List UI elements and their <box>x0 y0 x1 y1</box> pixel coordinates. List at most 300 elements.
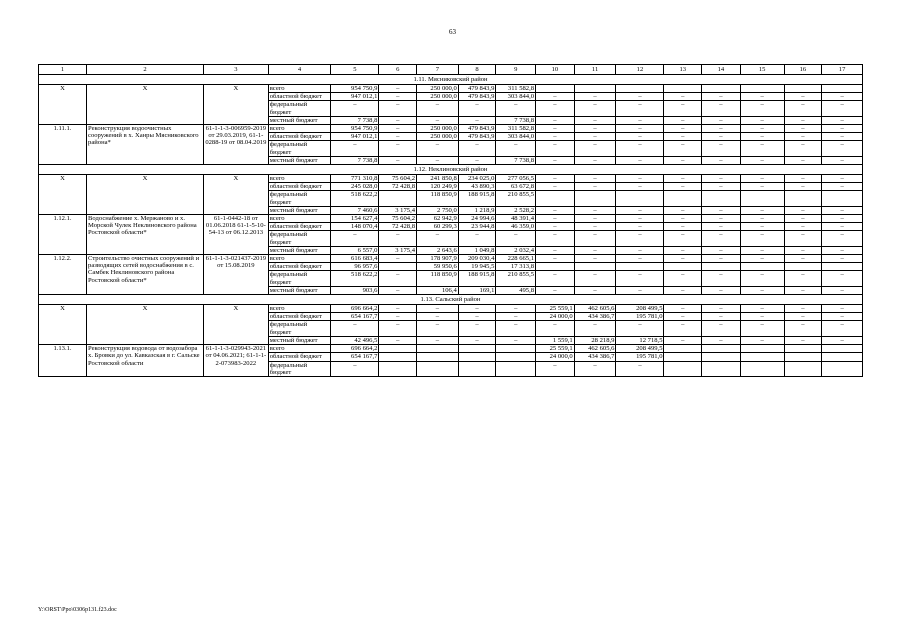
value-cell: 771 310,8 <box>331 175 379 183</box>
value-cell: – <box>740 215 784 223</box>
value-cell: – <box>702 141 741 156</box>
item-name: Водоснабжение х. Мержаново и х. Морской Чулек Неклиновского района Ростовской области* <box>87 215 204 255</box>
value-cell: 154 627,4 <box>331 215 379 223</box>
value-cell: – <box>664 183 702 191</box>
value-cell <box>702 361 741 376</box>
value-cell: – <box>417 313 459 321</box>
value-cell: – <box>664 116 702 124</box>
value-cell <box>379 361 417 376</box>
value-cell: 654 167,7 <box>331 313 379 321</box>
table-row <box>39 345 863 353</box>
value-cell <box>379 263 417 271</box>
value-cell: – <box>574 116 616 124</box>
value-cell: – <box>331 321 379 336</box>
funding-source: местный бюджет <box>268 116 331 124</box>
value-cell: 208 499,5 <box>616 345 664 353</box>
funding-source: всего <box>268 345 331 353</box>
value-cell: – <box>740 223 784 231</box>
value-cell: 518 622,2 <box>331 271 379 286</box>
value-cell: – <box>702 116 741 124</box>
value-cell: – <box>574 286 616 294</box>
value-cell <box>536 85 575 93</box>
funding-source: федеральный бюджет <box>268 191 331 206</box>
value-cell <box>822 191 863 206</box>
budget-table <box>38 64 863 377</box>
value-cell: – <box>616 255 664 263</box>
header-cell: 4 <box>268 65 331 75</box>
value-cell: 311 582,8 <box>496 85 536 93</box>
value-cell: – <box>458 336 496 344</box>
value-cell: – <box>740 156 784 164</box>
value-cell: 75 604,2 <box>379 175 417 183</box>
value-cell: – <box>536 215 575 223</box>
value-cell <box>822 353 863 361</box>
value-cell: – <box>458 116 496 124</box>
value-cell: – <box>702 156 741 164</box>
value-cell <box>784 191 822 206</box>
value-cell: 954 750,9 <box>331 85 379 93</box>
value-cell: – <box>536 183 575 191</box>
value-cell: 17 313,8 <box>496 263 536 271</box>
value-cell: – <box>379 336 417 344</box>
funding-source: местный бюджет <box>268 336 331 344</box>
value-cell: – <box>331 231 379 246</box>
value-cell: – <box>496 305 536 313</box>
value-cell: – <box>458 305 496 313</box>
header-cell: 16 <box>784 65 822 75</box>
value-cell: – <box>784 223 822 231</box>
value-cell: 75 604,2 <box>379 215 417 223</box>
value-cell: – <box>784 101 822 116</box>
value-cell: 210 855,5 <box>496 191 536 206</box>
item-document: 61-1-1-3-021437-2019 от 15.08.2019 <box>203 255 268 295</box>
value-cell: – <box>702 183 741 191</box>
value-cell <box>822 263 863 271</box>
value-cell: – <box>616 141 664 156</box>
value-cell: – <box>536 141 575 156</box>
table-row <box>39 125 863 133</box>
value-cell: – <box>616 246 664 254</box>
value-cell: – <box>822 246 863 254</box>
value-cell: – <box>417 116 459 124</box>
value-cell: 2 528,2 <box>496 206 536 214</box>
value-cell: – <box>740 175 784 183</box>
header-cell: 2 <box>87 65 204 75</box>
funding-source: областной бюджет <box>268 133 331 141</box>
value-cell: 303 844,0 <box>496 93 536 101</box>
value-cell: 250 000,0 <box>417 125 459 133</box>
value-cell: 43 890,3 <box>458 183 496 191</box>
item-number: Х <box>39 85 87 125</box>
value-cell: – <box>574 246 616 254</box>
value-cell: – <box>702 321 741 336</box>
value-cell: – <box>616 321 664 336</box>
value-cell: – <box>379 85 417 93</box>
value-cell: – <box>379 133 417 141</box>
value-cell: 3 175,4 <box>379 206 417 214</box>
value-cell: 59 950,6 <box>417 263 459 271</box>
funding-source: федеральный бюджет <box>268 141 331 156</box>
item-document: Х <box>203 305 268 345</box>
item-name: Х <box>87 305 204 345</box>
value-cell: – <box>740 336 784 344</box>
value-cell: 518 622,2 <box>331 191 379 206</box>
value-cell: – <box>616 156 664 164</box>
value-cell: – <box>740 133 784 141</box>
value-cell: 118 850,9 <box>417 191 459 206</box>
value-cell: 2 032,4 <box>496 246 536 254</box>
value-cell: 46 359,0 <box>496 223 536 231</box>
item-number: 1.11.1. <box>39 125 87 165</box>
value-cell <box>417 353 459 361</box>
value-cell: – <box>536 246 575 254</box>
value-cell: – <box>740 116 784 124</box>
value-cell: 209 030,4 <box>458 255 496 263</box>
value-cell <box>664 191 702 206</box>
value-cell: – <box>496 321 536 336</box>
value-cell: – <box>822 321 863 336</box>
value-cell: – <box>784 231 822 246</box>
table-row <box>39 255 863 263</box>
value-cell <box>784 345 822 353</box>
value-cell: – <box>536 133 575 141</box>
funding-source: всего <box>268 305 331 313</box>
value-cell <box>702 85 741 93</box>
value-cell: – <box>822 223 863 231</box>
value-cell: – <box>664 133 702 141</box>
value-cell: – <box>822 305 863 313</box>
value-cell: – <box>822 336 863 344</box>
header-cell: 10 <box>536 65 575 75</box>
value-cell: – <box>331 141 379 156</box>
value-cell: – <box>379 286 417 294</box>
funding-source: областной бюджет <box>268 183 331 191</box>
value-cell: – <box>784 125 822 133</box>
value-cell: – <box>664 175 702 183</box>
value-cell: – <box>702 271 741 286</box>
value-cell: – <box>496 141 536 156</box>
value-cell: 118 850,9 <box>417 271 459 286</box>
item-document: Х <box>203 85 268 125</box>
value-cell <box>702 191 741 206</box>
value-cell: 148 070,4 <box>331 223 379 231</box>
value-cell: – <box>784 215 822 223</box>
value-cell: 495,8 <box>496 286 536 294</box>
value-cell: 6 557,0 <box>331 246 379 254</box>
value-cell <box>702 345 741 353</box>
value-cell: – <box>379 101 417 116</box>
value-cell: – <box>784 116 822 124</box>
value-cell: – <box>702 133 741 141</box>
header-cell: 3 <box>203 65 268 75</box>
value-cell: 250 000,0 <box>417 85 459 93</box>
value-cell: – <box>458 313 496 321</box>
value-cell: – <box>740 93 784 101</box>
value-cell: – <box>536 101 575 116</box>
value-cell: – <box>616 223 664 231</box>
value-cell: – <box>574 133 616 141</box>
header-cell: 8 <box>458 65 496 75</box>
value-cell: 245 028,0 <box>331 183 379 191</box>
value-cell: 210 855,5 <box>496 271 536 286</box>
value-cell: – <box>574 361 616 376</box>
value-cell: 303 844,0 <box>496 133 536 141</box>
value-cell: – <box>784 156 822 164</box>
value-cell: – <box>664 305 702 313</box>
value-cell: – <box>784 255 822 263</box>
value-cell: 2 750,0 <box>417 206 459 214</box>
value-cell <box>664 353 702 361</box>
value-cell: 462 605,6 <box>574 305 616 313</box>
value-cell <box>822 85 863 93</box>
value-cell <box>740 353 784 361</box>
section-row <box>39 165 863 175</box>
value-cell: – <box>784 206 822 214</box>
value-cell: – <box>702 313 741 321</box>
value-cell: – <box>702 231 741 246</box>
value-cell: – <box>536 255 575 263</box>
value-cell: – <box>536 361 575 376</box>
funding-source: местный бюджет <box>268 246 331 254</box>
header-cell: 13 <box>664 65 702 75</box>
value-cell: – <box>574 206 616 214</box>
value-cell: – <box>702 215 741 223</box>
value-cell: 72 428,8 <box>379 183 417 191</box>
header-cell: 11 <box>574 65 616 75</box>
value-cell: – <box>574 101 616 116</box>
value-cell <box>740 191 784 206</box>
value-cell <box>740 361 784 376</box>
value-cell: – <box>536 125 575 133</box>
value-cell: – <box>822 286 863 294</box>
value-cell: – <box>784 305 822 313</box>
value-cell: – <box>458 101 496 116</box>
item-name: Реконструкция водоочистных сооружений в х. Ханры Мясниковского района* <box>87 125 204 165</box>
value-cell: – <box>496 336 536 344</box>
value-cell: – <box>664 215 702 223</box>
value-cell: – <box>784 133 822 141</box>
value-cell <box>702 353 741 361</box>
value-cell: – <box>536 206 575 214</box>
value-cell: – <box>664 141 702 156</box>
value-cell: 241 850,8 <box>417 175 459 183</box>
value-cell: – <box>664 255 702 263</box>
item-document: Х <box>203 175 268 215</box>
value-cell: 903,6 <box>331 286 379 294</box>
value-cell: 228 665,1 <box>496 255 536 263</box>
value-cell: 48 391,4 <box>496 215 536 223</box>
value-cell: – <box>664 125 702 133</box>
value-cell: – <box>740 101 784 116</box>
funding-source: областной бюджет <box>268 353 331 361</box>
value-cell: – <box>664 231 702 246</box>
value-cell: 208 499,5 <box>616 305 664 313</box>
value-cell: – <box>616 206 664 214</box>
item-document: 61-1-1-3-006959-2019 от 29.03.2019, 61-1-0288-19 от 08.04.2019 <box>203 125 268 165</box>
value-cell <box>616 191 664 206</box>
value-cell: – <box>536 231 575 246</box>
value-cell: 479 843,9 <box>458 85 496 93</box>
value-cell: – <box>784 93 822 101</box>
value-cell <box>740 85 784 93</box>
value-cell: 947 012,1 <box>331 133 379 141</box>
value-cell: – <box>702 336 741 344</box>
value-cell: – <box>822 93 863 101</box>
section-title: 1.11. Мясниковский район <box>39 75 863 85</box>
value-cell <box>740 263 784 271</box>
funding-source: местный бюджет <box>268 156 331 164</box>
header-cell: 17 <box>822 65 863 75</box>
value-cell: – <box>536 271 575 286</box>
value-cell: – <box>417 336 459 344</box>
value-cell: 1 559,1 <box>536 336 575 344</box>
value-cell: – <box>822 183 863 191</box>
value-cell: – <box>574 231 616 246</box>
value-cell: 106,4 <box>417 286 459 294</box>
value-cell: 462 605,6 <box>574 345 616 353</box>
value-cell <box>784 353 822 361</box>
item-name: Х <box>87 175 204 215</box>
value-cell: 19 945,5 <box>458 263 496 271</box>
value-cell: – <box>702 101 741 116</box>
value-cell: 479 843,9 <box>458 125 496 133</box>
item-number: Х <box>39 175 87 215</box>
value-cell: – <box>740 286 784 294</box>
value-cell <box>822 345 863 353</box>
item-name: Реконструкция водовода от водозабора х. Бровки до ул. Кавказская в г. Сальске Ростовской области <box>87 345 204 377</box>
value-cell: – <box>784 313 822 321</box>
value-cell: – <box>664 313 702 321</box>
value-cell: – <box>379 116 417 124</box>
value-cell: 63 672,8 <box>496 183 536 191</box>
value-cell: – <box>616 215 664 223</box>
item-document: 61-1-0442-18 от 01.06.2018 61-1-5-10-54-13 от 06.12.2013 <box>203 215 268 255</box>
value-cell: – <box>417 305 459 313</box>
value-cell: 696 664,2 <box>331 345 379 353</box>
value-cell: 12 718,5 <box>616 336 664 344</box>
value-cell: – <box>822 206 863 214</box>
value-cell: 7 738,8 <box>331 156 379 164</box>
value-cell: – <box>784 336 822 344</box>
funding-source: всего <box>268 255 331 263</box>
value-cell <box>536 263 575 271</box>
value-cell <box>664 345 702 353</box>
header-cell: 9 <box>496 65 536 75</box>
value-cell: – <box>536 156 575 164</box>
value-cell: 24 000,0 <box>536 353 575 361</box>
value-cell: – <box>784 175 822 183</box>
funding-source: областной бюджет <box>268 313 331 321</box>
value-cell: – <box>822 133 863 141</box>
value-cell: – <box>822 125 863 133</box>
funding-source: федеральный бюджет <box>268 361 331 376</box>
funding-source: местный бюджет <box>268 286 331 294</box>
value-cell <box>458 353 496 361</box>
value-cell <box>702 263 741 271</box>
value-cell: – <box>496 231 536 246</box>
value-cell: – <box>536 321 575 336</box>
value-cell: 947 012,1 <box>331 93 379 101</box>
value-cell: – <box>574 141 616 156</box>
value-cell: – <box>379 305 417 313</box>
value-cell: – <box>702 246 741 254</box>
value-cell: – <box>740 206 784 214</box>
value-cell: – <box>702 206 741 214</box>
value-cell: – <box>702 175 741 183</box>
value-cell: – <box>417 101 459 116</box>
value-cell: 60 299,3 <box>417 223 459 231</box>
table-row <box>39 215 863 223</box>
value-cell: 7 738,8 <box>496 156 536 164</box>
item-number: 1.13.1. <box>39 345 87 377</box>
value-cell: – <box>822 313 863 321</box>
value-cell: 434 386,7 <box>574 313 616 321</box>
value-cell: – <box>616 361 664 376</box>
header-cell: 7 <box>417 65 459 75</box>
value-cell: – <box>616 271 664 286</box>
value-cell: – <box>702 286 741 294</box>
header-cell: 15 <box>740 65 784 75</box>
value-cell: – <box>536 116 575 124</box>
value-cell: – <box>574 175 616 183</box>
value-cell: 24 000,0 <box>536 313 575 321</box>
value-cell: – <box>379 125 417 133</box>
value-cell: – <box>331 361 379 376</box>
value-cell: – <box>822 175 863 183</box>
value-cell: 1 049,8 <box>458 246 496 254</box>
funding-source: областной бюджет <box>268 93 331 101</box>
value-cell <box>417 361 459 376</box>
funding-source: федеральный бюджет <box>268 321 331 336</box>
value-cell: 7 738,8 <box>496 116 536 124</box>
value-cell: – <box>702 125 741 133</box>
value-cell: 616 683,4 <box>331 255 379 263</box>
value-cell: – <box>379 141 417 156</box>
value-cell: – <box>379 93 417 101</box>
value-cell: – <box>379 231 417 246</box>
value-cell: – <box>740 313 784 321</box>
value-cell: – <box>616 93 664 101</box>
value-cell: 195 781,0 <box>616 313 664 321</box>
value-cell: 696 664,2 <box>331 305 379 313</box>
value-cell: 23 944,8 <box>458 223 496 231</box>
item-number: 1.12.2. <box>39 255 87 295</box>
value-cell: – <box>702 305 741 313</box>
value-cell: 25 559,1 <box>536 305 575 313</box>
value-cell: 479 843,9 <box>458 93 496 101</box>
value-cell: – <box>822 271 863 286</box>
value-cell: 250 000,0 <box>417 133 459 141</box>
funding-source: всего <box>268 215 331 223</box>
value-cell <box>417 345 459 353</box>
value-cell: – <box>574 125 616 133</box>
value-cell <box>784 85 822 93</box>
value-cell: 25 559,1 <box>536 345 575 353</box>
header-cell: 5 <box>331 65 379 75</box>
value-cell: 3 175,4 <box>379 246 417 254</box>
header-cell: 1 <box>39 65 87 75</box>
value-cell <box>664 263 702 271</box>
value-cell <box>496 353 536 361</box>
value-cell: – <box>664 336 702 344</box>
value-cell: – <box>616 116 664 124</box>
value-cell <box>574 263 616 271</box>
value-cell: – <box>574 271 616 286</box>
item-number: 1.12.1. <box>39 215 87 255</box>
value-cell: – <box>379 313 417 321</box>
value-cell <box>616 263 664 271</box>
value-cell: – <box>740 305 784 313</box>
